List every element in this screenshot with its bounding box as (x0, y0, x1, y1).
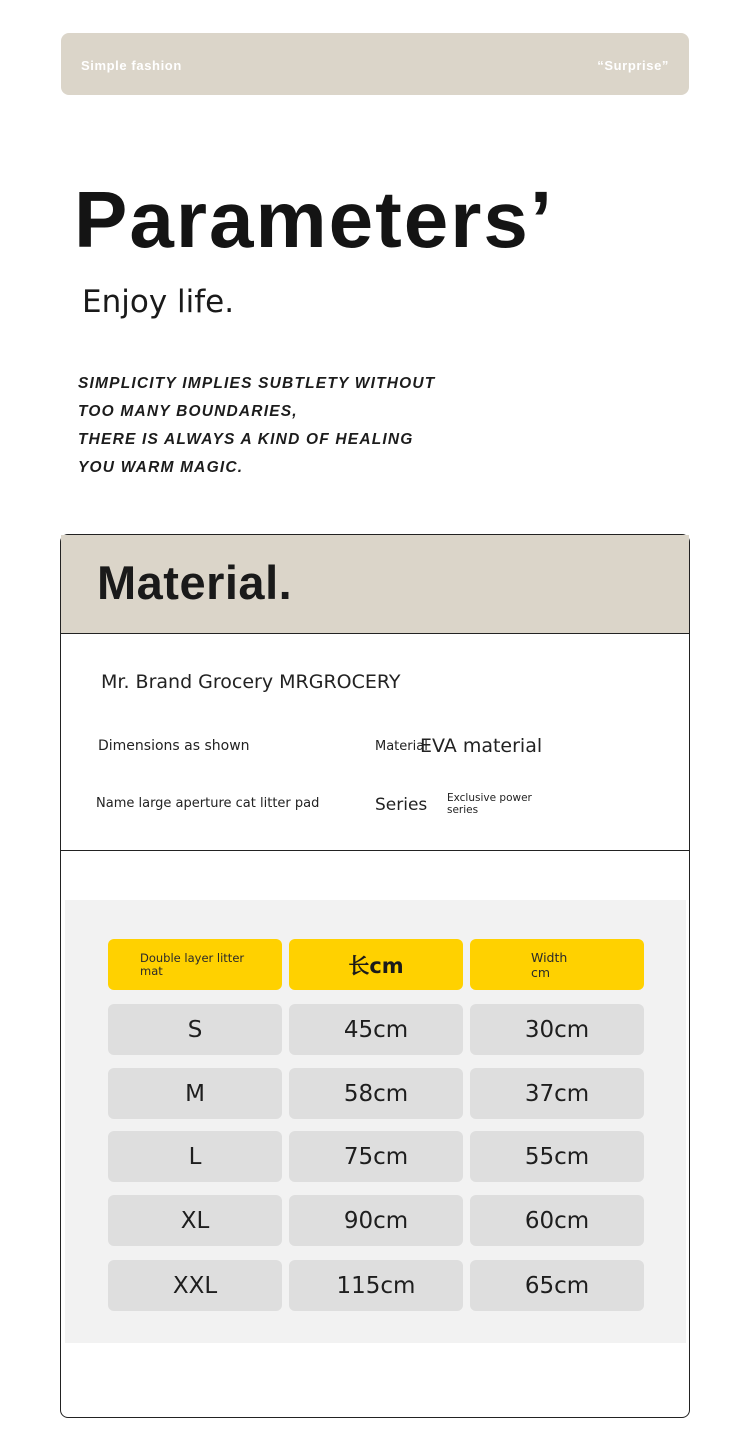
top-banner (61, 33, 689, 95)
table-cell-size: XXL (108, 1260, 282, 1311)
header-label: Double layer litter mat (140, 950, 245, 978)
table-cell-size: XL (108, 1195, 282, 1246)
name-text: Name large aperture cat litter pad (96, 796, 320, 811)
table-cell-width: 30cm (470, 1004, 644, 1055)
tagline-line: THERE IS ALWAYS A KIND OF HEALING (78, 431, 414, 448)
table-header-cell (470, 939, 644, 990)
table-cell-length: 58cm (289, 1068, 463, 1119)
table-cell-length: 90cm (289, 1195, 463, 1246)
material-header (61, 535, 689, 634)
brand-text: Mr. Brand Grocery MRGROCERY (101, 671, 401, 693)
series-value: Exclusive power series (447, 792, 532, 816)
banner-right-text: “Surprise” (597, 58, 669, 73)
table-header-cell (289, 939, 463, 990)
size-table (65, 900, 686, 1343)
header-label: Width cm (531, 949, 568, 980)
tagline-line: TOO MANY BOUNDARIES, (78, 403, 298, 420)
tagline-line: SIMPLICITY IMPLIES SUBTLETY WITHOUT (78, 375, 436, 392)
table-cell-width: 55cm (470, 1131, 644, 1182)
table-cell-length: 75cm (289, 1131, 463, 1182)
table-cell-size: M (108, 1068, 282, 1119)
dimensions-text: Dimensions as shown (98, 738, 250, 754)
table-cell-length: 45cm (289, 1004, 463, 1055)
tagline-line: YOU WARM MAGIC. (78, 459, 244, 476)
table-cell-size: L (108, 1131, 282, 1182)
page-title: Parameters’ (74, 175, 555, 264)
banner-left-text: Simple fashion (81, 58, 182, 73)
material-card (60, 534, 690, 1418)
section-divider (61, 850, 689, 851)
material-label: Material (375, 739, 428, 754)
header-label: 长cm (348, 953, 404, 978)
table-cell-width: 65cm (470, 1260, 644, 1311)
page-subtitle: Enjoy life. (82, 284, 235, 320)
series-label: Series (375, 795, 428, 815)
material-value: EVA material (420, 735, 543, 757)
material-heading: Material. (97, 556, 293, 609)
table-cell-width: 37cm (470, 1068, 644, 1119)
table-cell-width: 60cm (470, 1195, 644, 1246)
table-cell-size: S (108, 1004, 282, 1055)
table-cell-length: 115cm (289, 1260, 463, 1311)
table-header-cell (108, 939, 282, 990)
tagline (78, 370, 435, 482)
